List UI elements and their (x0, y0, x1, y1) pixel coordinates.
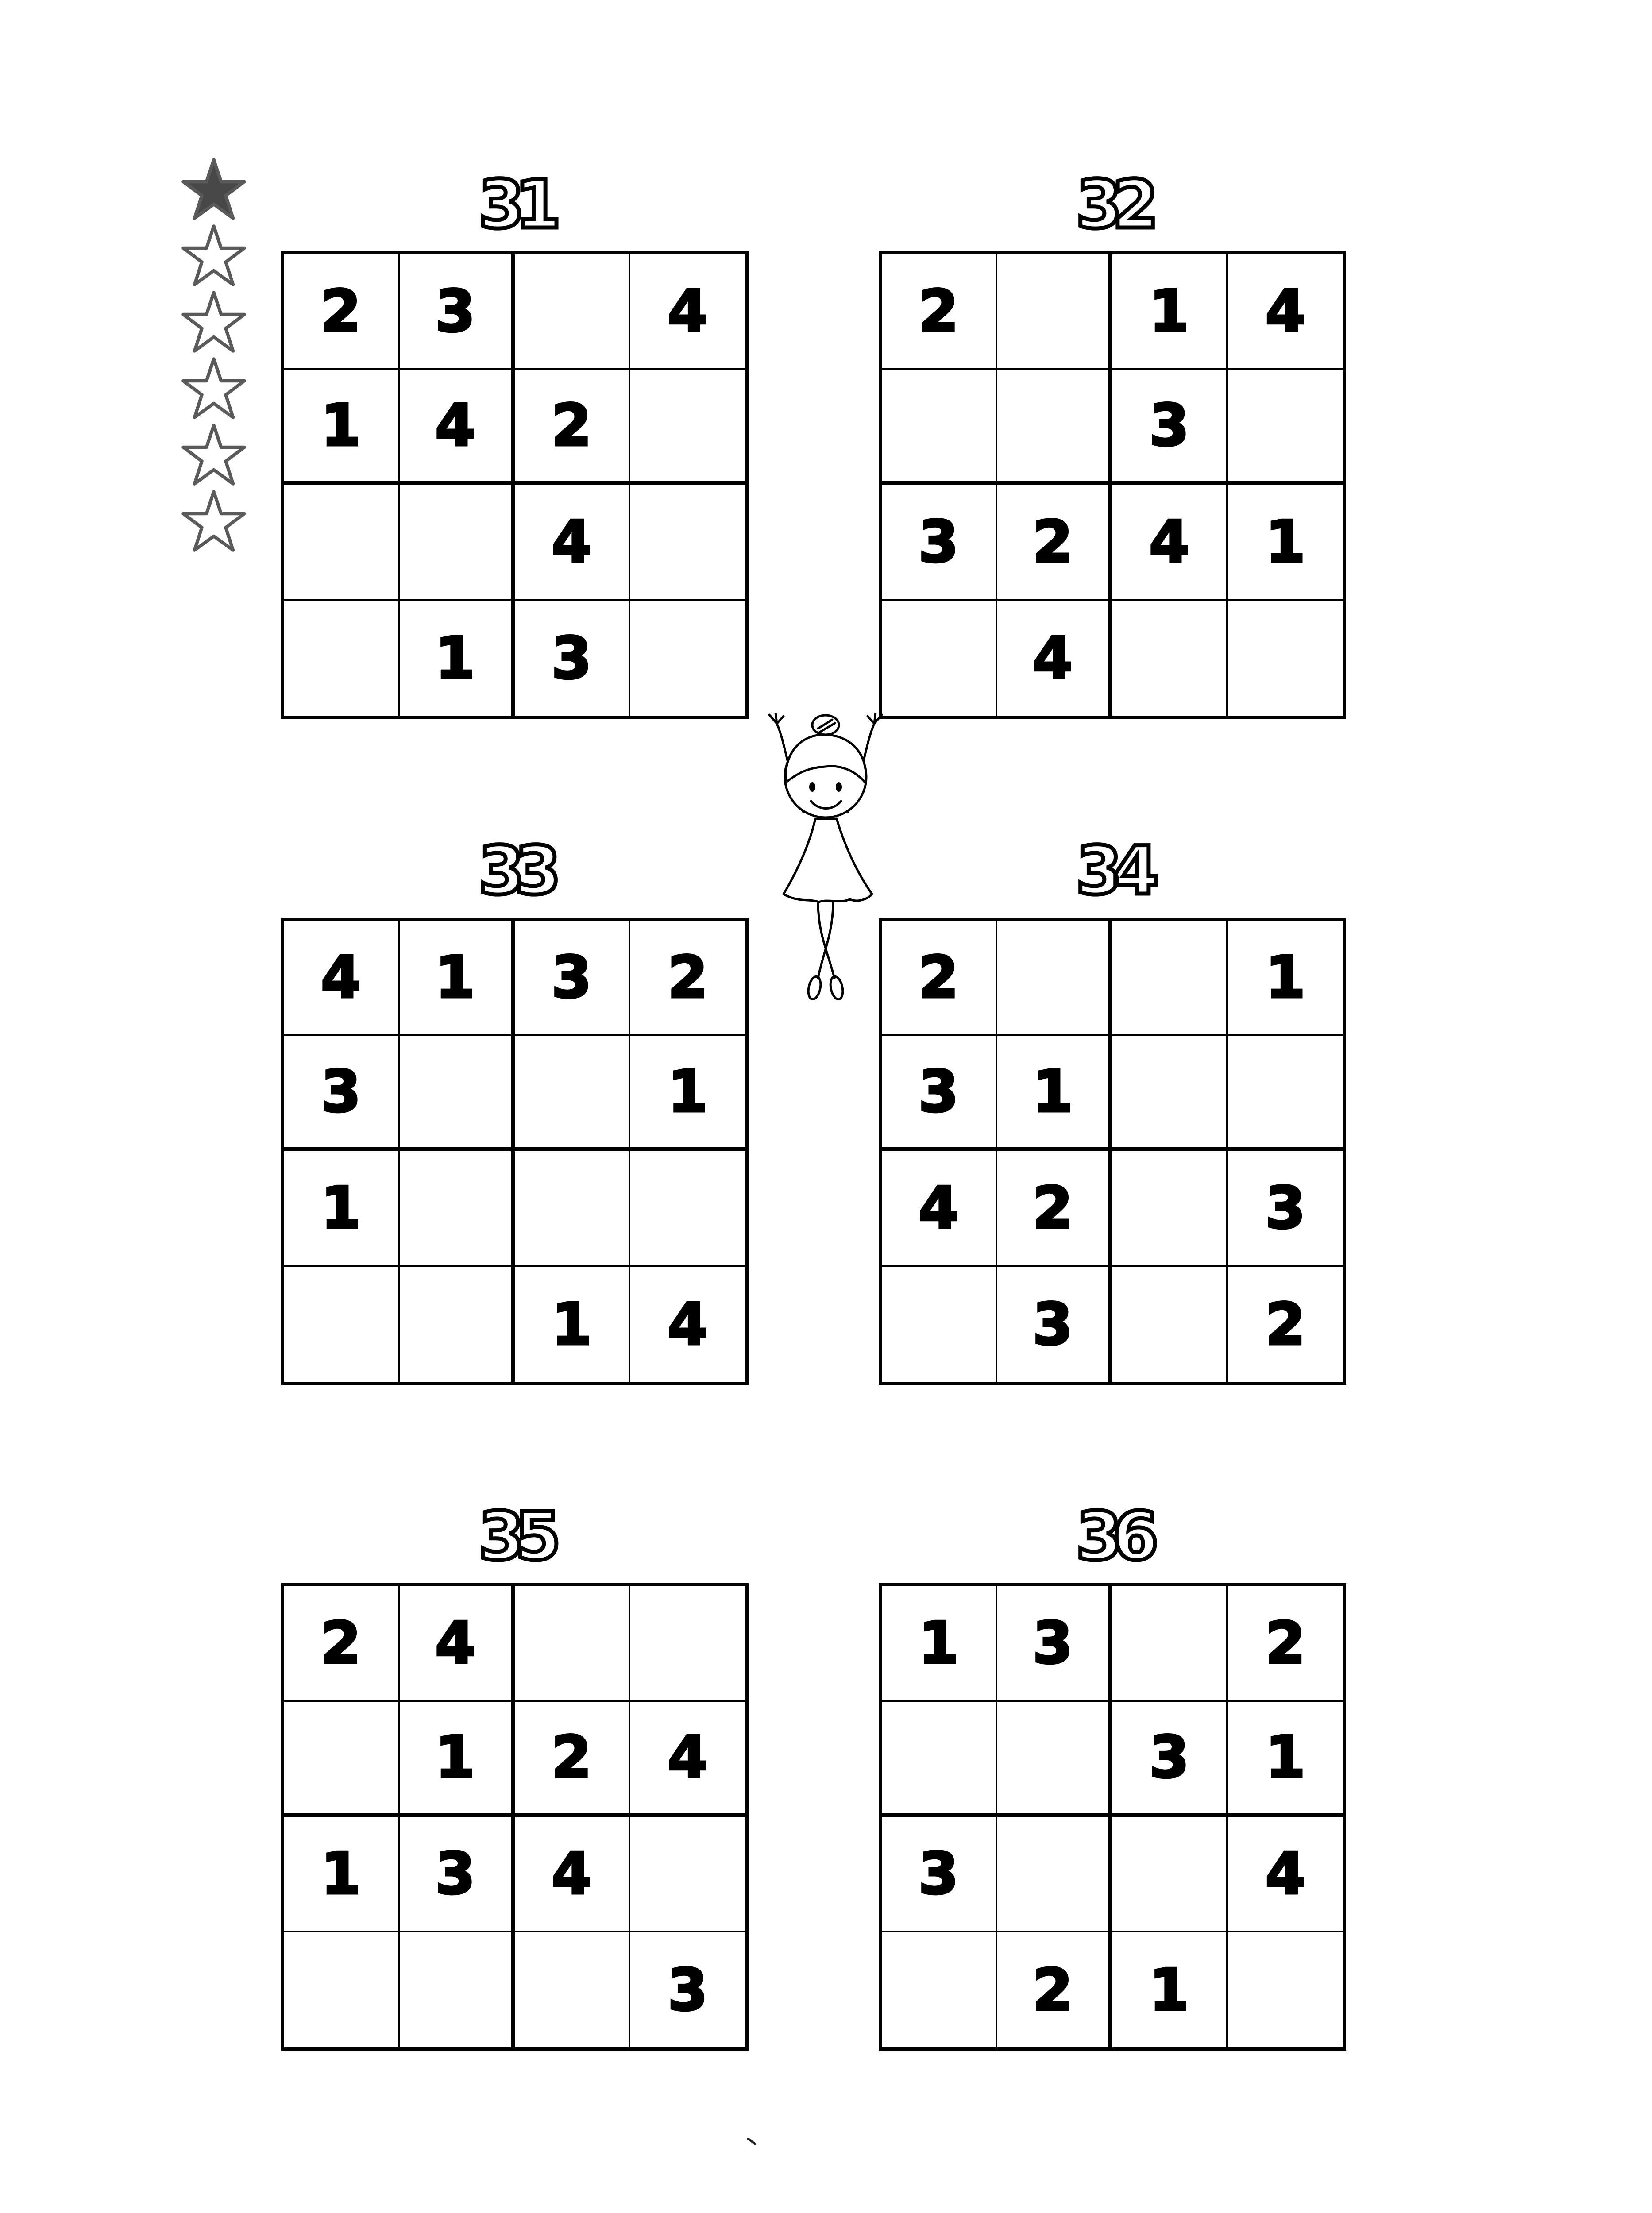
grid-cell[interactable]: 1 (1112, 1932, 1228, 2048)
grid-cell[interactable]: 4 (1228, 1817, 1343, 1932)
sudoku-grid (281, 1583, 749, 2051)
grid-cell[interactable]: 1 (284, 1817, 400, 1932)
grid-cell[interactable]: 2 (997, 1151, 1113, 1267)
grid-cell[interactable]: 2 (1228, 1586, 1343, 1702)
speck-mark (747, 2138, 757, 2146)
grid-cell[interactable] (515, 1932, 630, 2048)
grid-cell[interactable]: 3 (515, 601, 630, 716)
grid-cell[interactable]: 1 (1112, 254, 1228, 370)
grid-cell[interactable] (284, 1702, 400, 1817)
grid-cell[interactable] (1228, 1932, 1343, 2048)
grid-cell[interactable]: 4 (668, 1290, 708, 1358)
grid-cell[interactable]: 3 (997, 1586, 1113, 1702)
grid-cell[interactable]: 2 (882, 921, 997, 1036)
grid-cell[interactable]: 1 (1228, 485, 1343, 601)
grid-cell[interactable] (882, 370, 997, 486)
grid-cell[interactable] (284, 485, 400, 601)
star-icon (181, 356, 247, 423)
grid-cell[interactable]: 3 (284, 1036, 400, 1152)
grid-cell[interactable] (630, 1817, 746, 1932)
grid-cell[interactable] (1112, 921, 1228, 1036)
grid-cell[interactable] (400, 1267, 515, 1382)
grid-cell[interactable] (630, 370, 746, 486)
grid-cell[interactable]: 4 (284, 921, 400, 1036)
grid-cell[interactable]: 1 (400, 601, 515, 716)
grid-cell[interactable]: 4 (515, 485, 630, 601)
grid-cell[interactable]: 1 (630, 1036, 746, 1152)
sudoku-grid (879, 251, 1346, 719)
grid-cell[interactable]: 1 (1228, 921, 1343, 1036)
star-icon (181, 224, 247, 290)
sudoku-grid (879, 1583, 1346, 2051)
puzzle-31 (281, 166, 749, 719)
puzzle-number: 31 (478, 166, 552, 243)
grid-cell[interactable]: 1 (997, 1036, 1113, 1152)
puzzle-number: 34 (1076, 833, 1149, 910)
grid-cell[interactable]: 3 (882, 485, 997, 601)
grid-cell[interactable]: 3 (668, 1956, 708, 2024)
grid-cell[interactable]: 1 (882, 1586, 997, 1702)
grid-cell[interactable] (515, 254, 630, 370)
grid-cell[interactable]: 2 (997, 1932, 1113, 2048)
grid-cell[interactable]: 2 (882, 254, 997, 370)
star-icon (181, 423, 247, 489)
cartoon-girl-icon (766, 713, 885, 1005)
grid-cell[interactable] (882, 601, 997, 716)
grid-cell[interactable] (997, 1702, 1113, 1817)
puzzle-number: 33 (478, 833, 552, 910)
puzzle-number: 32 (1076, 166, 1149, 243)
grid-cell[interactable] (1228, 370, 1343, 486)
grid-cell[interactable]: 4 (630, 254, 746, 370)
sudoku-grid (281, 918, 749, 1385)
grid-cell[interactable]: 1 (284, 370, 400, 486)
grid-cell[interactable]: 4 (1112, 485, 1228, 601)
grid-cell[interactable]: 4 (400, 1586, 515, 1702)
grid-cell[interactable] (630, 485, 746, 601)
grid-cell[interactable] (284, 1267, 400, 1382)
grid-cell[interactable]: 1 (284, 1151, 400, 1267)
grid-cell[interactable] (515, 1036, 630, 1152)
grid-cell[interactable]: 3 (400, 254, 515, 370)
grid-cell[interactable]: 3 (1112, 370, 1228, 486)
grid-cell[interactable] (400, 1932, 515, 2048)
grid-cell[interactable]: 1 (400, 921, 515, 1036)
grid-cell[interactable]: 1 (1228, 1702, 1343, 1817)
grid-cell[interactable]: 2 (630, 921, 746, 1036)
grid-cell[interactable]: 3 (400, 1817, 515, 1932)
grid-cell[interactable]: 4 (630, 1702, 746, 1817)
grid-cell[interactable]: 4 (400, 370, 515, 486)
grid-cell[interactable]: 4 (1228, 254, 1343, 370)
grid-cell[interactable]: 4 (997, 601, 1113, 716)
grid-cell[interactable]: 3 (882, 1036, 997, 1152)
grid-cell[interactable]: 2 (1265, 1290, 1305, 1358)
puzzle-32 (879, 166, 1346, 719)
grid-cell[interactable] (515, 1586, 630, 1702)
grid-cell[interactable]: 4 (515, 1817, 630, 1932)
grid-cell[interactable]: 2 (997, 485, 1113, 601)
star-icon (181, 157, 247, 224)
grid-cell[interactable]: 2 (284, 254, 400, 370)
grid-cell[interactable] (1228, 601, 1343, 716)
star-icon (181, 290, 247, 356)
grid-cell[interactable]: 3 (997, 1267, 1113, 1382)
grid-cell[interactable]: 2 (284, 1586, 400, 1702)
puzzle-36 (879, 1498, 1346, 2051)
grid-cell[interactable] (400, 485, 515, 601)
grid-cell[interactable]: 2 (515, 1702, 630, 1817)
puzzle-33 (281, 833, 749, 1385)
grid-cell[interactable] (1112, 1817, 1228, 1932)
puzzle-35 (281, 1498, 749, 2051)
grid-cell[interactable] (630, 1586, 746, 1702)
grid-cell[interactable] (630, 1151, 746, 1267)
grid-cell[interactable] (400, 1036, 515, 1152)
star-icon (181, 489, 247, 555)
grid-cell[interactable] (1112, 1151, 1228, 1267)
grid-cell[interactable] (997, 921, 1113, 1036)
grid-cell[interactable]: 3 (1228, 1151, 1343, 1267)
grid-cell[interactable]: 4 (882, 1151, 997, 1267)
puzzle-34 (879, 833, 1346, 1385)
grid-cell[interactable] (400, 1151, 515, 1267)
difficulty-rating (181, 157, 247, 555)
grid-cell[interactable]: 2 (515, 370, 630, 486)
grid-cell[interactable] (882, 1702, 997, 1817)
grid-cell[interactable] (882, 1267, 997, 1382)
grid-cell[interactable]: 1 (400, 1702, 515, 1817)
sudoku-grid (879, 918, 1346, 1385)
grid-cell[interactable] (284, 601, 400, 716)
grid-cell[interactable]: 3 (515, 921, 630, 1036)
grid-cell[interactable] (997, 370, 1113, 486)
grid-cell[interactable] (1228, 1036, 1343, 1152)
grid-cell[interactable] (515, 1151, 630, 1267)
grid-cell[interactable] (1112, 1586, 1228, 1702)
grid-cell[interactable]: 1 (515, 1267, 630, 1382)
grid-cell[interactable] (882, 1932, 997, 2048)
grid-cell[interactable]: 3 (882, 1817, 997, 1932)
grid-cell[interactable]: 3 (1112, 1702, 1228, 1817)
grid-cell[interactable] (284, 1932, 400, 2048)
grid-cell[interactable] (1112, 1267, 1228, 1382)
grid-cell[interactable] (630, 601, 746, 716)
grid-cell[interactable] (997, 1817, 1113, 1932)
grid-cell[interactable] (997, 254, 1113, 370)
puzzle-number: 35 (478, 1498, 552, 1575)
grid-cell[interactable] (1112, 601, 1228, 716)
grid-cell[interactable] (1112, 1036, 1228, 1152)
puzzle-number: 36 (1076, 1498, 1149, 1575)
sudoku-grid (281, 251, 749, 719)
